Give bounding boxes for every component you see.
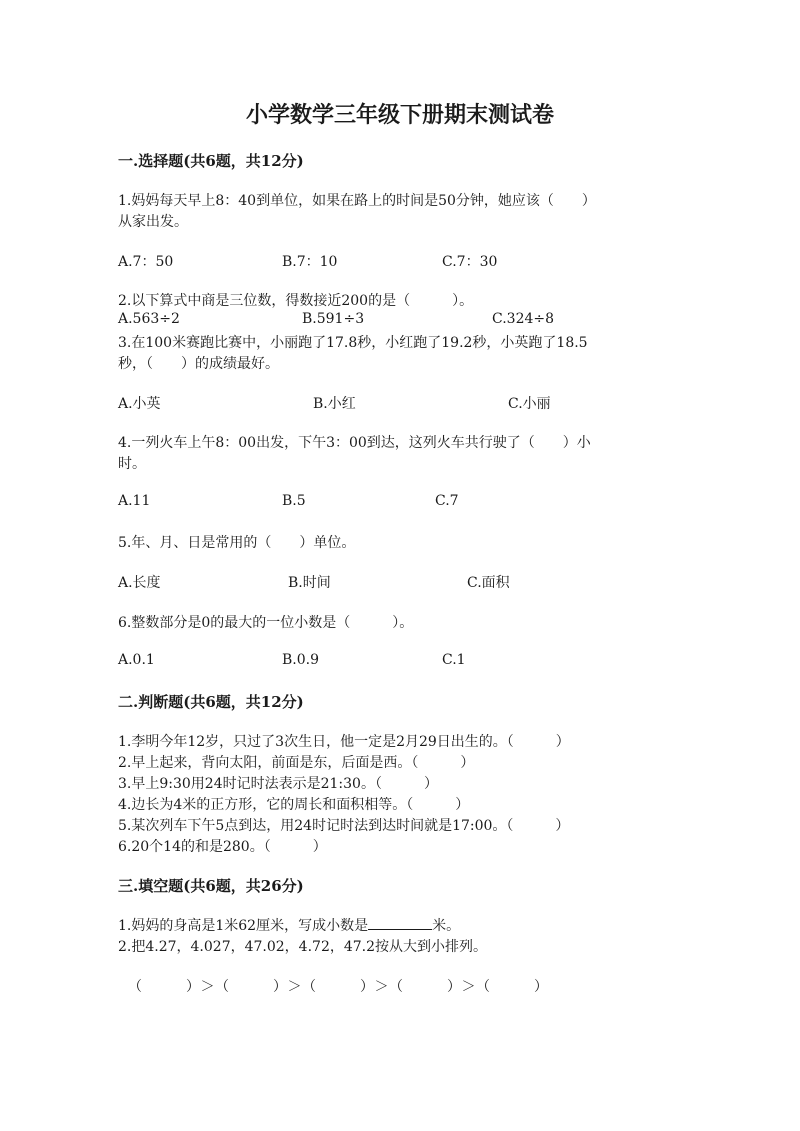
option-c: C.7：30 [442, 254, 498, 270]
option-b: B.591÷3 [302, 311, 365, 327]
question-text: 时。 [118, 456, 146, 472]
fill-question-text: 1.妈妈的身高是1米62厘米，写成小数是 [118, 918, 369, 934]
judgement-item: 1.李明今年12岁，只过了3次生日，他一定是2月29日出生的。（ ） [118, 734, 570, 750]
option-b: B.5 [282, 493, 306, 509]
section-heading-fill-blank: 三.填空题(共6题，共26分) [118, 877, 304, 895]
option-c: C.面积 [467, 575, 510, 591]
question-text: 从家出发。 [118, 214, 188, 230]
judgement-item: 5.某次列车下午5点到达，用24时记时法到达时间就是17:00。（ ） [118, 818, 570, 834]
option-a: A.563÷2 [118, 311, 180, 327]
section-heading-judgement: 二.判断题(共6题，共12分) [118, 693, 304, 711]
option-b: B.时间 [288, 575, 331, 591]
ordering-answer-blanks: （ ）＞（ ）＞（ ）＞（ ）＞（ ） [128, 979, 549, 995]
question-text: 6.整数部分是0的最大的一位小数是（ ）。 [118, 615, 414, 631]
question-text: 秒，（ ）的成绩最好。 [118, 356, 279, 372]
question-text: 5.年、月、日是常用的（ ）单位。 [118, 535, 356, 551]
option-a: A.11 [118, 493, 151, 509]
option-a: A.7：50 [118, 254, 174, 270]
judgement-item: 2.早上起来，背向太阳，前面是东，后面是西。（ ） [118, 755, 475, 771]
judgement-item: 6.20个14的和是280。（ ） [118, 839, 327, 855]
option-b: B.小红 [313, 396, 356, 412]
option-c: C.1 [442, 652, 466, 668]
section-heading-choice: 一.选择题(共6题，共12分) [118, 152, 304, 170]
judgement-item: 3.早上9:30用24时记时法表示是21:30。（ ） [118, 776, 438, 792]
answer-blank [368, 916, 432, 930]
question-text: 4.一列火车上午8：00出发，下午3：00到达，这列火车共行驶了（ ）小 [118, 435, 591, 451]
option-a: A.长度 [118, 575, 161, 591]
question-text: 3.在100米赛跑比赛中，小丽跑了17.8秒，小红跑了19.2秒，小英跑了18.5 [118, 335, 588, 351]
judgement-item: 4.边长为4米的正方形，它的周长和面积相等。（ ） [118, 797, 470, 813]
option-a: A.小英 [118, 396, 161, 412]
question-text: 2.以下算式中商是三位数，得数接近200的是（ ）。 [118, 293, 474, 309]
option-c: C.324÷8 [492, 311, 555, 327]
option-c: C.小丽 [508, 396, 551, 412]
option-b: B.7：10 [282, 254, 338, 270]
page-title: 小学数学三年级下册期末测试卷 [245, 102, 554, 128]
option-c: C.7 [435, 493, 459, 509]
option-b: B.0.9 [282, 652, 320, 668]
question-text: 1.妈妈每天早上8：40到单位，如果在路上的时间是50分钟，她应该（ ） [118, 193, 596, 209]
fill-question-text: 2.把4.27，4.027，47.02，4.72，47.2按从大到小排列。 [118, 939, 488, 955]
fill-question-unit: 米。 [432, 918, 461, 934]
fill-question [118, 915, 460, 935]
option-a: A.0.1 [118, 652, 155, 668]
